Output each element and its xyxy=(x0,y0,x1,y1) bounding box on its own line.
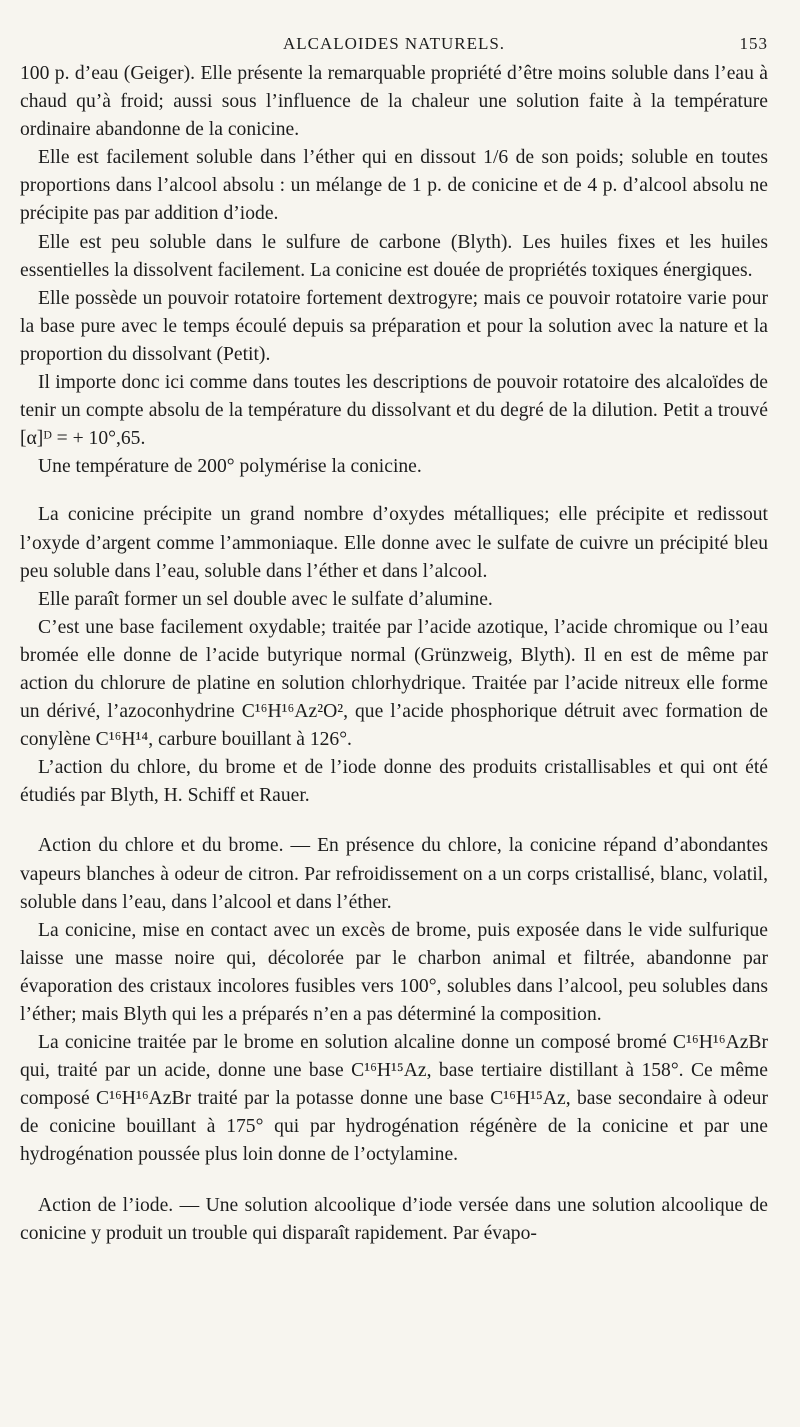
paragraph-10: L’action du chlore, du brome et de l’iode donne des produits cristallisables et qui ont été étudiés par Blyth, H. Schiff et Rauer. xyxy=(20,757,768,807)
paragraph-4: Elle possède un pouvoir rotatoire fortement dextrogyre; mais ce pouvoir rotatoire varie pour la base pure avec le temps écoulé depuis sa préparation et pour la solution avec la nature et la proportion du dissolvant (Petit). xyxy=(20,287,768,365)
running-title: ALCALOIDES NATURELS. xyxy=(282,34,506,53)
paragraph-9: C’est une base facilement oxydable; traitée par l’acide azotique, l’acide chromique ou l’eau bromée elle donne de l’acide butyrique normal (Grünzweig, Blyth). Il en est de même par action du chlorure de platine en solution chlorhydrique. Traitée par l’acide nitreux elle forme un dérivé, l’azoconhydrine C¹⁶H¹⁶Az²O², que l’acide phosphorique détruit avec formation de conylène C¹⁶H¹⁴, carbure bouillant à 126°. xyxy=(20,616,768,751)
paragraph-1: 100 p. d’eau (Geiger). Elle présente la remarquable propriété d’être moins soluble dans l’eau à chaud qu’à froid; aussi sous l’influence de la chaleur une solution faite à la température ordinaire abandonne de la conicine. xyxy=(20,63,768,141)
page-number: 153 xyxy=(739,34,768,53)
paragraph-3: Elle est peu soluble dans le sulfure de carbone (Blyth). Les huiles fixes et les huiles essentielles la dissolvent facilement. La conicine est douée de propriétés toxiques énergiques. xyxy=(20,231,768,281)
paragraph-5: Il importe donc ici comme dans toutes les descriptions de pouvoir rotatoire des alcaloïdes de tenir un compte absolu de la température du dissolvant et du degré de la dilution. Petit a trouvé [α]ᴰ = + 10°,65. xyxy=(20,372,768,450)
page-header xyxy=(20,30,768,60)
document-page xyxy=(20,30,768,1248)
paragraph-13: La conicine traitée par le brome en solution alcaline donne un composé bromé C¹⁶H¹⁶AzBr qui, traité par un acide, donne une base C¹⁶H¹⁵Az, base tertiaire distillant à 158°. Ce même composé C¹⁶H¹⁶AzBr traité par la potasse donne une base C¹⁶H¹⁵Az, base secondaire à odeur de conicine bouillant à 175° qui par hydrogénation régénère de la conicine et par une hydrogénation poussée plus loin donne de l’octylamine. xyxy=(20,1032,768,1166)
paragraph-6: Une température de 200° polymérise la conicine. xyxy=(38,456,422,478)
paragraph-12: La conicine, mise en contact avec un excès de brome, puis exposée dans le vide sulfurique laisse une masse noire qui, décolorée par le charbon animal et filtrée, abandonne par évaporation des cristaux incolores fusibles vers 100°, solubles dans l’alcool, peu solubles dans l’éther; mais Blyth qui les a préparés n’en a pas déterminé la composition. xyxy=(20,919,768,1025)
section-iode: Action de l’iode. — Une solution alcoolique d’iode versée dans une solution alcoolique de conicine y produit un trouble qui disparaît rapidement. Par évapo- xyxy=(20,1194,768,1244)
section-chlore-brome: Action du chlore et du brome. — En présence du chlore, la conicine répand d’abondantes vapeurs blanches à odeur de citron. Par refroidissement on a un corps cristallisé, blanc, volatil, soluble dans l’eau, dans l’alcool et dans l’éther. xyxy=(20,835,768,913)
paragraph-8: Elle paraît former un sel double avec le sulfate d’alumine. xyxy=(38,588,493,610)
paragraph-7: La conicine précipite un grand nombre d’oxydes métalliques; elle précipite et redissout l’oxyde d’argent comme l’ammoniaque. Elle donne avec le sulfate de cuivre un précipité bleu peu soluble dans l’eau, soluble dans l’éther et dans l’alcool. xyxy=(20,504,768,582)
paragraph-2: Elle est facilement soluble dans l’éther qui en dissout 1/6 de son poids; soluble en toutes proportions dans l’alcool absolu : un mélange de 1 p. de conicine et de 4 p. d’alcool absolu ne précipite pas par addition d’iode. xyxy=(20,147,768,225)
